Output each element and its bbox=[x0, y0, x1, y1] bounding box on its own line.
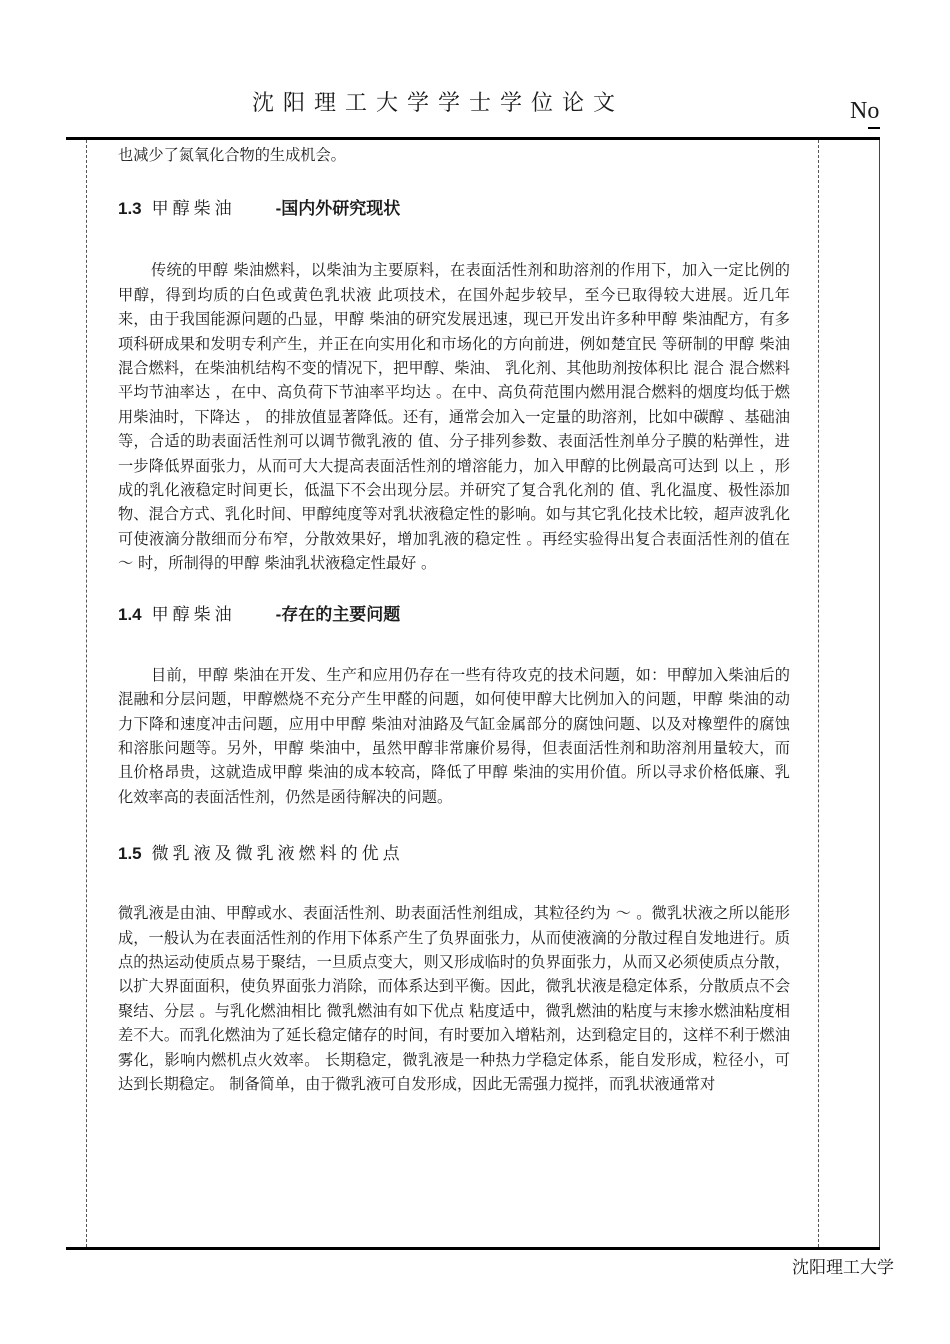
section-title-suffix: -国内外研究现状 bbox=[275, 199, 401, 219]
section-number: 1.4 bbox=[118, 604, 142, 624]
section-title: 甲醇柴油 bbox=[151, 199, 236, 220]
left-binding-line bbox=[86, 140, 87, 1247]
section-title-suffix: -存在的主要问题 bbox=[275, 604, 401, 624]
paragraph-continuation: 也减少了氮氧化合物的生成机会。 bbox=[118, 146, 346, 164]
page-number-label: No bbox=[850, 98, 880, 124]
section-title: 甲醇柴油 bbox=[151, 604, 236, 625]
right-border-line bbox=[879, 140, 880, 1247]
section-number: 1.3 bbox=[118, 199, 142, 219]
section-heading-1-4 bbox=[118, 600, 790, 625]
section-heading-1-3 bbox=[118, 194, 790, 219]
section-heading-1-5 bbox=[118, 839, 790, 864]
footer-rule bbox=[66, 1247, 880, 1250]
header-rule bbox=[66, 137, 880, 140]
paragraph-research-status: 传统的甲醇 柴油燃料，以柴油为主要原料，在表面活性剂和助溶剂的作用下，加入一定比例的甲醇，得到均质的白色或黄色乳状液 此项技术，在国外起步较早，至今已取得较大进展。近几年来，由于我国能源问题的凸显，甲醇 柴油的研究发展迅速，现已开发出许多种甲醇 柴油配方，有多项科研成果和发明专利产生，并正在向实用化和市场化的方向前进，例如楚宜民 等研制的甲醇 柴油混合燃料，在柴油机结构不变的情况下，把甲醇、柴油、 乳化剂、其他助剂按体积比 混合 混合燃料平均节油率达 ，在中、高负荷下节油率平均达 。在中、高负荷范围内燃用混合燃料的烟度均低于燃用柴油时，下降达 ， 的排放值显著降低。还有，通常会加入一定量的助溶剂，比如中碳醇 、基础油 等，合适的助表面活性剂可以调节微乳液的 值、分子排列参数、表面活性剂单分子膜的粘弹性，进一步降低界面张力，从而可大大提高表面活性剂的增溶能力，加入甲醇的比例最高可达到 以上 ，形成的乳化液稳定时间更长，低温下不会出现分层。并研究了复合乳化剂的 值、乳化温度、极性添加物、混合方式、乳化时间、甲醇纯度等对乳状液稳定性的影响。如与其它乳化技术比较，超声波乳化可使液滴分散细而分布窄，分散效果好，增加乳液的稳定性 。再经实验得出复合表面活性剂的值在 ～ 时，所制得的甲醇 柴油乳状液稳定性最好 。 bbox=[118, 261, 790, 573]
page-body bbox=[118, 143, 790, 1096]
paragraph-main-problems: 目前，甲醇 柴油在开发、生产和应用仍存在一些有待攻克的技术问题，如：甲醇加入柴油后的混融和分层问题，甲醇燃烧不充分产生甲醛的问题，如何使甲醇大比例加入的问题，甲醇 柴油的动力下降和速度冲击问题，应用中甲醇 柴油对油路及气缸金属部分的腐蚀问题、以及对橡塑件的腐蚀和溶胀问题等。另外，甲醇 柴油中，虽然甲醇非常廉价易得，但表面活性剂和助溶剂用量较大，而且价格昂贵，这就造成甲醇 柴油的成本较高，降低了甲醇 柴油的实用价值。所以寻求价格低廉、乳化效率高的表面活性剂，仍然是函待解决的问题。 bbox=[118, 665, 790, 806]
section-number: 1.5 bbox=[118, 844, 142, 864]
header-title: 沈阳理工大学学士学位论文 bbox=[252, 91, 625, 116]
paragraph-microemulsion: 微乳液是由油、甲醇或水、表面活性剂、助表面活性剂组成，其粒径约为 ～ 。微乳状液之所以能形成，一般认为在表面活性剂的作用下体系产生了负界面张力，从而使液滴的分散过程自发地进行。质点的热运动使质点易于聚结，一旦质点变大，则又形成临时的负界面张力，从而又必须使质点分散，以扩大界面面积，使负界面张力消除，而体系达到平衡。因此，微乳状液是稳定体系，分散质点不会聚结、分层 。与乳化燃油相比 微乳燃油有如下优点 粘度适中，微乳燃油的粘度与末掺水燃油粘度相差不大。而乳化燃油为了延长稳定储存的时间，有时要加入增粘剂，达到稳定目的，这样不利于燃油雾化，影响内燃机点火效率。 长期稳定，微乳液是一种热力学稳定体系，能自发形成，粒径小，可达到长期稳定。 制备简单，由于微乳液可自发形成，因此无需强力搅拌，而乳状液通常对 bbox=[118, 904, 790, 1093]
section-title: 微乳液及微乳液燃料的优点 bbox=[151, 844, 404, 865]
right-margin-line bbox=[818, 140, 819, 1247]
footer-university: 沈阳理工大学 bbox=[792, 1258, 894, 1278]
page-number-underline bbox=[868, 127, 880, 129]
